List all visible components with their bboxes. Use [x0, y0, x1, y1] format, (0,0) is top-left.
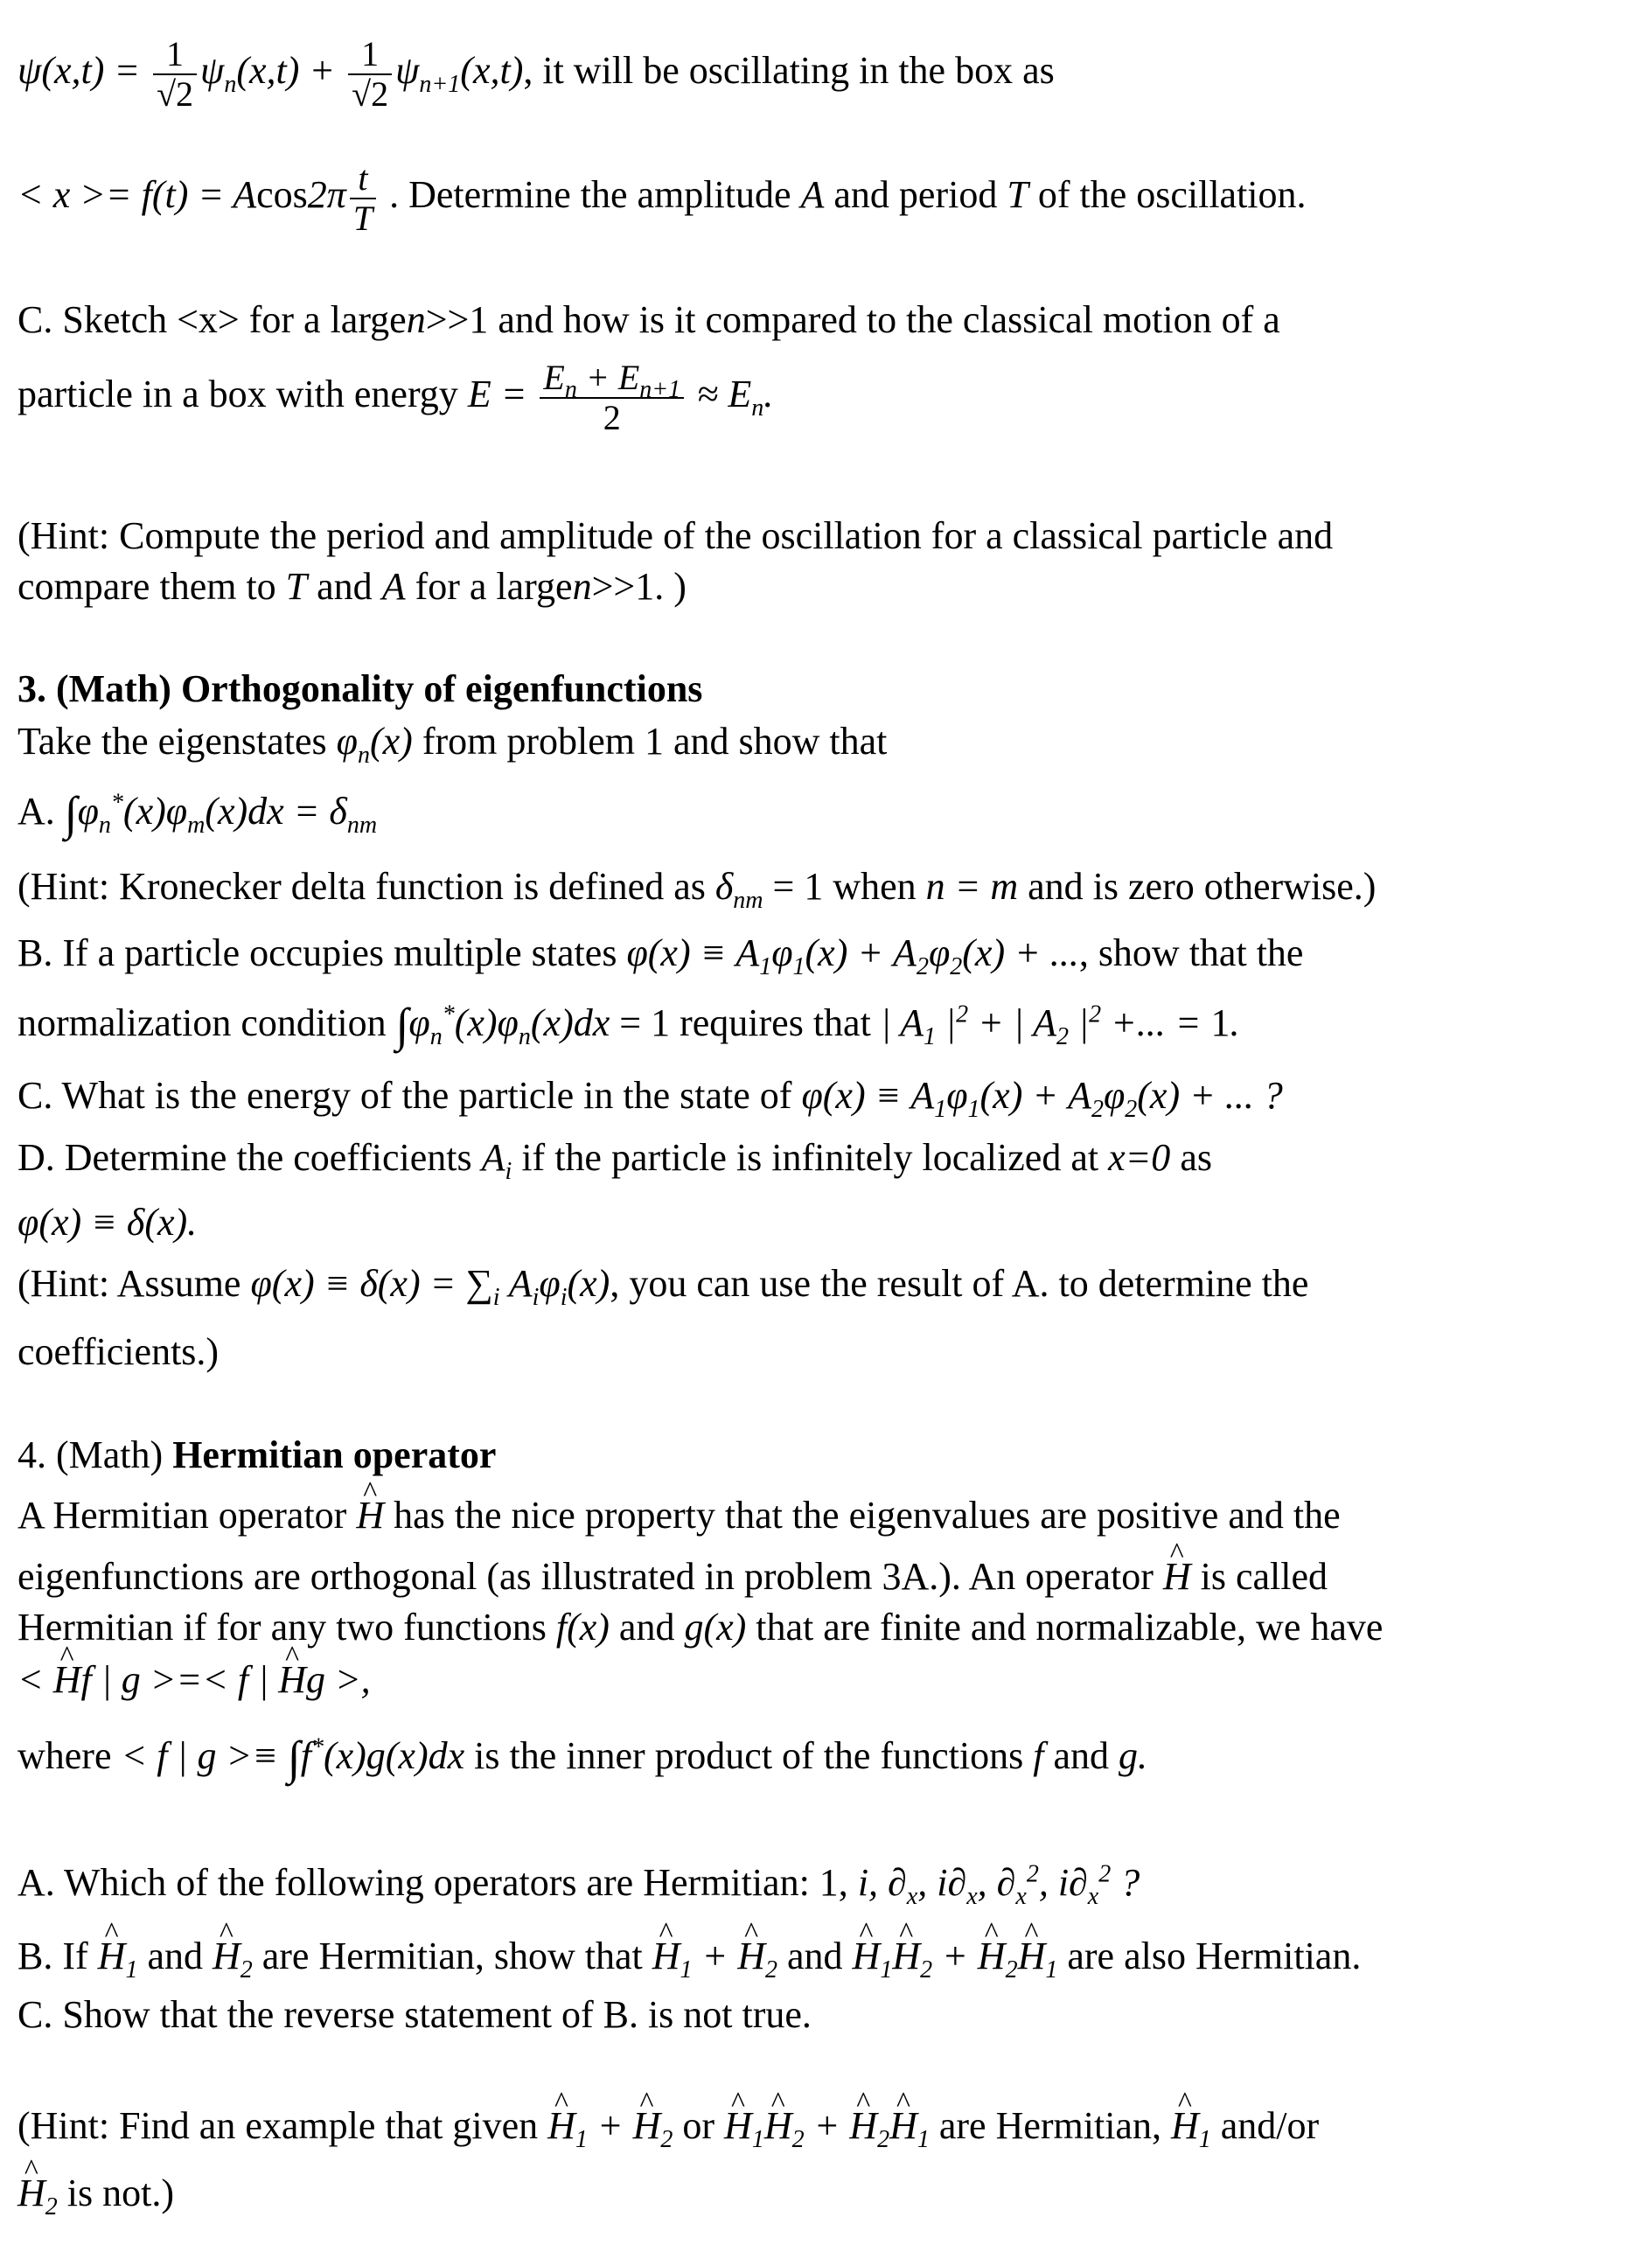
inner-product-line: where < f | g >≡ ∫f*(x)g(x)dx is the inner product of the functions f and g. [17, 1732, 1147, 1784]
part-2c-line2: particle in a box with energy E = $\frac{E_n + E_{n+1}}{2}$ ≈ $E_n$. [17, 358, 774, 437]
hint-2-line2: compare them to T and A for a largen>>1. ) [17, 565, 687, 608]
problem-4-para-line1: A Hermitian operator ^ H has the nice property that the eigenvalues are positive and the [17, 1491, 1635, 1540]
hint-4-line2: ^ $H_2$ is not.) [17, 2169, 1635, 2218]
hint-4-line1: (Hint: Find an example that given ^ $H_1$ + ^ $H_2$ or ^ $H_1\^{}$ $H_2$ + ^ $H_2\^{}$ $H_1$ are Hermitian, ^ $H_1$ and/or [17, 2102, 1635, 2151]
problem-4-para-line3: Hermitian if for any two functions f(x) and g(x) that are finite and normalizable, we have [17, 1606, 1384, 1649]
problem-4-para-line2: eigenfunctions are orthogonal (as illustrated in problem 3A.). An operator ^ H is called [17, 1552, 1635, 1601]
wavefunction-line: ψ(x,t) = $\frac{1}{√2}$ $\psi_n(x,t)$ + $\frac{1}{√2}$ $\psi_{n+1}(x,t)$, it will be oscillating in the box as [17, 34, 1055, 114]
problem-4-heading: 4. (Math) Hermitian operator [17, 1433, 497, 1476]
problem-4c: C. Show that the reverse statement of B. is not true. [17, 1993, 812, 2036]
hint-3a: (Hint: Kronecker delta function is defined as $\delta_{nm} = 1$ when n = m and is zero otherwise.) [17, 865, 1377, 914]
problem-4a: A. Which of the following operators are Hermitian: 1, i, $\partial_x$, $i\partial_x$, $\partial_x^2$, $i\partial_x^2$ ? [17, 1860, 1140, 1910]
equation-expect-x: < x >= f(t) = Acos2π $\frac{t}{T}$ [17, 173, 380, 216]
problem-3b-line2: normalization condition $\int\varphi_n^*(x)\varphi_n(x)dx = 1$ requires that | $A_1$ $|^2$ + | $A_2$ $|^2$ +... = 1. [17, 999, 1240, 1051]
problem-4b: B. If ^ $H_1$ and ^ $H_2$ are Hermitian, show that ^ $H_1$ + ^ $H_2$ and ^ $H_1\^{}$ $H_2$ + ^ $H_2\^{}$ $H_1$ are also Hermitian. [17, 1932, 1635, 1981]
equation-orthogonality: $\int\varphi_n^*(x)\varphi_m(x)dx = \delta_{nm}$ [64, 787, 378, 840]
hint-2-line1: (Hint: Compute the period and amplitude of the oscillation for a classical particle and [17, 514, 1334, 557]
wave-tail-text: it will be oscillating in the box as [542, 49, 1055, 93]
hermitian-definition: < ^ Hf | g >=< f | ^ Hg >, [17, 1656, 1635, 1705]
equation-psi: ψ(x,t) = $\frac{1}{√2}$ $\psi_n(x,t)$ + $\frac{1}{√2}$ $\psi_{n+1}(x,t)$ [17, 34, 524, 114]
expectation-line: < x >= f(t) = Acos2π $\frac{t}{T}$ . Determine the amplitude A and period T of the oscillation. [17, 158, 1307, 238]
hint-3d-line2: coefficients.) [17, 1330, 220, 1373]
part-2c-line1: C. Sketch <x> for a largen>>1 and how is it compared to the classical motion of a [17, 298, 1280, 341]
problem-3d: D. Determine the coefficients $A_i$ if the particle is infinitely localized at x=0 as [17, 1136, 1212, 1185]
hint-3d: (Hint: Assume $\varphi(x) \equiv \delta(x) = \sum_i$ $A_i\varphi_i(x)$, you can use the result of A. to determine the [17, 1262, 1309, 1311]
problem-3d-eq: φ(x) ≡ δ(x). [17, 1201, 198, 1244]
equation-energy: E = $\frac{E_n + E_{n+1}}{2}$ ≈ $E_n$. [467, 358, 774, 437]
problem-3-intro: Take the eigenstates $\varphi_n(x)$ from problem 1 and show that [17, 720, 888, 769]
problem-3-heading: 3. (Math) Orthogonality of eigenfunctions [17, 667, 703, 710]
problem-3b: B. If a particle occupies multiple states $\varphi(x) \equiv A_1\varphi_1(x) + A_2\varphi_2(x)$ + ..., show that the [17, 931, 1304, 980]
problem-3c: C. What is the energy of the particle in the state of $\varphi(x) \equiv A_1\varphi_1(x) + A_2\varphi_2(x)$ + ... ? [17, 1074, 1283, 1123]
problem-3a: A. $\int\varphi_n^*(x)\varphi_m(x)dx = \delta_{nm}$ [17, 787, 378, 840]
